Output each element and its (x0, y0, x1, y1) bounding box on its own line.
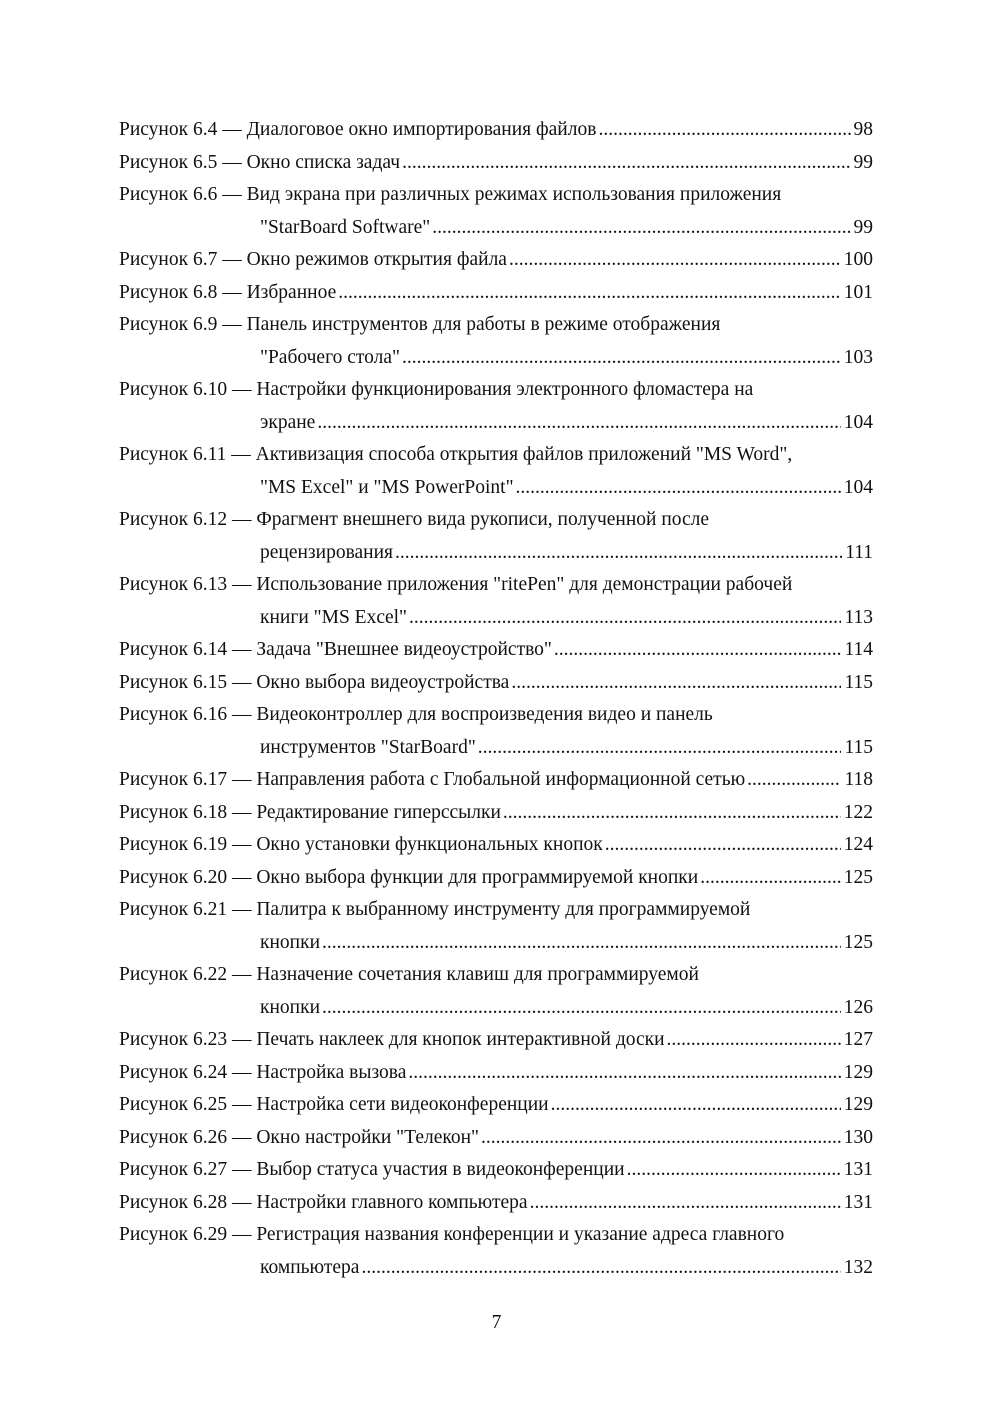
toc-entry-title (260, 602, 407, 635)
toc-page-number: 100 (843, 249, 873, 270)
dot-leader (509, 244, 841, 277)
figure-caption-text: Использование приложения "ritePen" для демонстрации рабочей (256, 574, 793, 595)
toc-entry-title (260, 212, 430, 245)
toc-entry[interactable] (119, 1154, 873, 1187)
toc-entry-line (119, 114, 873, 147)
figure-caption-text: Окно настройки "Телекон" (256, 1126, 479, 1148)
list-of-figures (119, 114, 873, 1284)
figure-label: Рисунок 6.29 — (119, 1224, 252, 1245)
figure-caption-text: экране (260, 411, 316, 433)
toc-entry-title (260, 992, 320, 1025)
toc-entry[interactable] (119, 1219, 873, 1284)
figure-label: Рисунок 6.15 — (119, 671, 252, 693)
toc-entry-line (119, 1219, 873, 1252)
figure-caption-text: Настройка сети видеоконференции (256, 1094, 549, 1115)
toc-page-number: 129 (843, 1094, 873, 1115)
figure-caption-text: Фрагмент внешнего вида рукописи, полученной после (256, 509, 710, 530)
toc-entry-title (260, 927, 320, 960)
toc-entry[interactable] (119, 894, 873, 959)
toc-entry-title (119, 509, 709, 530)
dot-leader (361, 1252, 840, 1285)
toc-entry-continuation (119, 342, 873, 375)
figure-label: Рисунок 6.10 — (119, 379, 252, 400)
dot-leader (322, 992, 841, 1025)
figure-caption-text: Диалоговое окно импортирования файлов (246, 119, 597, 140)
toc-entry[interactable] (119, 862, 873, 895)
toc-page-number: 99 (853, 216, 873, 238)
dot-leader (551, 1089, 841, 1122)
toc-entry-continuation (119, 927, 873, 960)
toc-entry[interactable] (119, 147, 873, 180)
figure-caption-text: "StarBoard Software" (260, 216, 431, 238)
toc-entry-line (119, 1154, 873, 1187)
figure-caption-text: Регистрация названия конференции и указание адреса главного (256, 1224, 785, 1245)
toc-entry-line (119, 959, 873, 992)
toc-entry-title (119, 244, 507, 277)
toc-page-number: 111 (845, 541, 873, 563)
toc-entry-title (119, 184, 781, 205)
toc-entry-continuation (119, 407, 873, 440)
toc-entry-title (119, 379, 753, 400)
dot-leader (409, 602, 841, 635)
dot-leader (317, 407, 840, 440)
toc-entry-title (119, 1122, 479, 1155)
figure-caption-text: Окно выбора функции для программируемой кнопки (256, 866, 699, 888)
figure-label: Рисунок 6.13 — (119, 574, 252, 595)
figure-label: Рисунок 6.23 — (119, 1029, 252, 1050)
toc-entry[interactable] (119, 1089, 873, 1122)
toc-entry-line (119, 634, 873, 667)
toc-entry[interactable] (119, 1057, 873, 1090)
figure-caption-text: Выбор статуса участия в видеоконференции (256, 1159, 625, 1180)
dot-leader (395, 537, 842, 570)
figure-label: Рисунок 6.16 — (119, 704, 252, 725)
figure-caption-text: Вид экрана при различных режимах использования приложения (246, 184, 782, 205)
figure-label: Рисунок 6.28 — (119, 1191, 252, 1213)
toc-page-number: 125 (843, 866, 873, 888)
figure-label: Рисунок 6.26 — (119, 1126, 252, 1148)
toc-entry[interactable] (119, 309, 873, 374)
toc-entry-title (119, 1187, 528, 1220)
toc-page-number: 114 (844, 639, 873, 660)
figure-caption-text: кнопки (260, 931, 321, 953)
toc-page-number: 115 (844, 736, 873, 758)
figure-caption-text: Направления работа с Глобальной информационной сетью (256, 769, 746, 790)
toc-entry-line (119, 179, 873, 212)
toc-entry-title (260, 472, 514, 505)
figure-label: Рисунок 6.27 — (119, 1159, 252, 1180)
figure-label: Рисунок 6.21 — (119, 899, 252, 920)
toc-entry[interactable] (119, 277, 873, 310)
toc-entry[interactable] (119, 244, 873, 277)
dot-leader (747, 764, 841, 797)
dot-leader (627, 1154, 841, 1187)
figure-label: Рисунок 6.17 — (119, 769, 252, 790)
toc-entry-line (119, 1187, 873, 1220)
figure-caption-text: рецензирования (260, 541, 394, 563)
dot-leader (598, 114, 850, 147)
toc-entry-title (260, 342, 400, 375)
dot-leader (605, 829, 841, 862)
figure-caption-text: Печать наклеек для кнопок интерактивной доски (256, 1029, 665, 1050)
toc-page-number: 113 (844, 606, 873, 628)
toc-entry-title (119, 1024, 665, 1057)
figure-label: Рисунок 6.25 — (119, 1094, 252, 1115)
toc-entry-title (119, 764, 745, 797)
toc-page-number: 132 (843, 1256, 873, 1278)
toc-entry-continuation (119, 537, 873, 570)
toc-entry-title (119, 634, 552, 667)
toc-page-number: 126 (843, 996, 873, 1018)
toc-entry-title (119, 667, 509, 700)
toc-entry-continuation (119, 732, 873, 765)
dot-leader (478, 732, 842, 765)
toc-entry[interactable] (119, 179, 873, 244)
figure-caption-text: Окно режимов открытия файла (246, 249, 507, 270)
toc-entry-title (119, 277, 336, 310)
toc-entry-line (119, 277, 873, 310)
toc-entry-line (119, 504, 873, 537)
toc-entry-title (119, 114, 596, 147)
toc-entry-title (119, 444, 792, 465)
dot-leader (481, 1122, 841, 1155)
toc-page-number: 130 (843, 1126, 873, 1148)
toc-entry-line (119, 374, 873, 407)
figure-caption-text: Видеоконтроллер для воспроизведения видео и панель (256, 704, 713, 725)
figure-caption-text: Настройка вызова (256, 1061, 407, 1083)
toc-page-number: 103 (843, 346, 873, 368)
toc-entry-title (119, 704, 713, 725)
toc-entry-title (119, 1057, 406, 1090)
toc-page-number: 124 (843, 834, 873, 855)
dot-leader (667, 1024, 841, 1057)
toc-entry-continuation (119, 1252, 873, 1285)
figure-label: Рисунок 6.6 — (119, 184, 242, 205)
toc-page-number: 98 (853, 119, 873, 140)
toc-entry-title (119, 1089, 549, 1122)
figure-label: Рисунок 6.12 — (119, 509, 252, 530)
figure-caption-text: Активизация способа открытия файлов приложений "MS Word", (255, 444, 793, 465)
toc-page-number: 104 (843, 411, 873, 433)
toc-entry-title (119, 964, 699, 985)
toc-entry[interactable] (119, 504, 873, 569)
toc-entry-line (119, 862, 873, 895)
toc-entry-continuation (119, 472, 873, 505)
toc-page-number: 129 (843, 1061, 873, 1083)
dot-leader (432, 212, 850, 245)
toc-entry[interactable] (119, 959, 873, 1024)
toc-entry-line (119, 699, 873, 732)
figure-label: Рисунок 6.22 — (119, 964, 252, 985)
toc-entry[interactable] (119, 764, 873, 797)
figure-caption-text: книги "MS Excel" (260, 606, 408, 628)
toc-page-number: 101 (843, 281, 873, 303)
figure-caption-text: Настройки функционирования электронного фломастера на (256, 379, 754, 400)
toc-page-number: 118 (844, 769, 873, 790)
toc-entry-line (119, 1089, 873, 1122)
toc-entry-line (119, 894, 873, 927)
toc-entry[interactable] (119, 114, 873, 147)
toc-entry-title (119, 147, 400, 180)
toc-entry-title (119, 574, 792, 595)
figure-label: Рисунок 6.14 — (119, 639, 252, 660)
figure-caption-text: Окно установки функциональных кнопок (256, 834, 603, 855)
figure-caption-text: Назначение сочетания клавиш для программируемой (256, 964, 699, 985)
toc-page-number: 125 (843, 931, 873, 953)
dot-leader (338, 277, 841, 310)
figure-caption-text: "MS Excel" и "MS PowerPoint" (260, 476, 514, 498)
toc-entry[interactable] (119, 439, 873, 504)
dot-leader (700, 862, 841, 895)
toc-entry[interactable] (119, 374, 873, 439)
figure-label: Рисунок 6.19 — (119, 834, 252, 855)
toc-entry-continuation (119, 602, 873, 635)
figure-label: Рисунок 6.8 — (119, 281, 242, 303)
toc-entry[interactable] (119, 1187, 873, 1220)
figure-caption-text: Палитра к выбранному инструменту для программируемой (256, 899, 751, 920)
toc-entry[interactable] (119, 569, 873, 634)
figure-label: Рисунок 6.18 — (119, 801, 252, 823)
toc-page-number: 127 (843, 1029, 873, 1050)
dot-leader (402, 342, 841, 375)
dot-leader (503, 797, 841, 830)
figure-label: Рисунок 6.7 — (119, 249, 242, 270)
toc-entry-title (260, 407, 315, 440)
toc-page-number: 104 (843, 476, 873, 498)
dot-leader (402, 147, 850, 180)
toc-entry-title (119, 829, 603, 862)
toc-entry-line (119, 1057, 873, 1090)
figure-caption-text: компьютера (260, 1256, 360, 1278)
toc-entry-title (119, 314, 720, 335)
toc-entry-title (119, 862, 698, 895)
toc-entry-line (119, 569, 873, 602)
toc-entry-line (119, 797, 873, 830)
figure-caption-text: Панель инструментов для работы в режиме отображения (246, 314, 721, 335)
toc-entry[interactable] (119, 667, 873, 700)
toc-entry-line (119, 1122, 873, 1155)
toc-entry-title (119, 899, 750, 920)
toc-entry-title (260, 1252, 359, 1285)
figure-caption-text: Окно списка задач (246, 151, 401, 173)
figure-caption-text: Окно выбора видеоустройства (256, 671, 510, 693)
toc-page-number: 131 (843, 1159, 873, 1180)
toc-entry[interactable] (119, 1122, 873, 1155)
dot-leader (408, 1057, 840, 1090)
toc-entry[interactable] (119, 1024, 873, 1057)
toc-entry[interactable] (119, 829, 873, 862)
toc-entry-title (119, 797, 501, 830)
toc-entry-title (119, 1154, 625, 1187)
dot-leader (530, 1187, 841, 1220)
figure-caption-text: кнопки (260, 996, 321, 1018)
figure-label: Рисунок 6.4 — (119, 119, 242, 140)
figure-caption-text: Настройки главного компьютера (256, 1191, 528, 1213)
toc-entry-continuation (119, 212, 873, 245)
dot-leader (516, 472, 841, 505)
toc-page-number: 122 (843, 801, 873, 823)
toc-entry-line (119, 829, 873, 862)
toc-page-number: 115 (844, 671, 873, 693)
toc-page-number: 99 (853, 151, 873, 173)
toc-entry[interactable] (119, 634, 873, 667)
figure-label: Рисунок 6.20 — (119, 866, 252, 888)
page-number: 7 (491, 1312, 502, 1333)
toc-entry-line (119, 1024, 873, 1057)
figure-label: Рисунок 6.24 — (119, 1061, 252, 1083)
figure-caption-text: Задача "Внешнее видеоустройство" (256, 639, 552, 660)
figure-caption-text: Редактирование гиперссылки (256, 801, 501, 823)
toc-entry[interactable] (119, 797, 873, 830)
toc-entry-continuation (119, 992, 873, 1025)
figure-caption-text: Избранное (246, 281, 337, 303)
toc-entry-title (260, 732, 476, 765)
figure-caption-text: инструментов "StarBoard" (260, 736, 476, 758)
dot-leader (554, 634, 842, 667)
toc-entry-title (260, 537, 393, 570)
toc-entry-line (119, 147, 873, 180)
figure-label: Рисунок 6.9 — (119, 314, 242, 335)
toc-entry-line (119, 309, 873, 342)
dot-leader (511, 667, 841, 700)
figure-label: Рисунок 6.5 — (119, 151, 242, 173)
toc-entry-line (119, 439, 873, 472)
figure-label: Рисунок 6.11 — (119, 444, 251, 465)
toc-entry-line (119, 244, 873, 277)
toc-entry-line (119, 764, 873, 797)
toc-entry[interactable] (119, 699, 873, 764)
dot-leader (322, 927, 841, 960)
toc-entry-line (119, 667, 873, 700)
figure-caption-text: "Рабочего стола" (260, 346, 400, 368)
toc-entry-title (119, 1224, 784, 1245)
toc-page-number: 131 (843, 1191, 873, 1213)
